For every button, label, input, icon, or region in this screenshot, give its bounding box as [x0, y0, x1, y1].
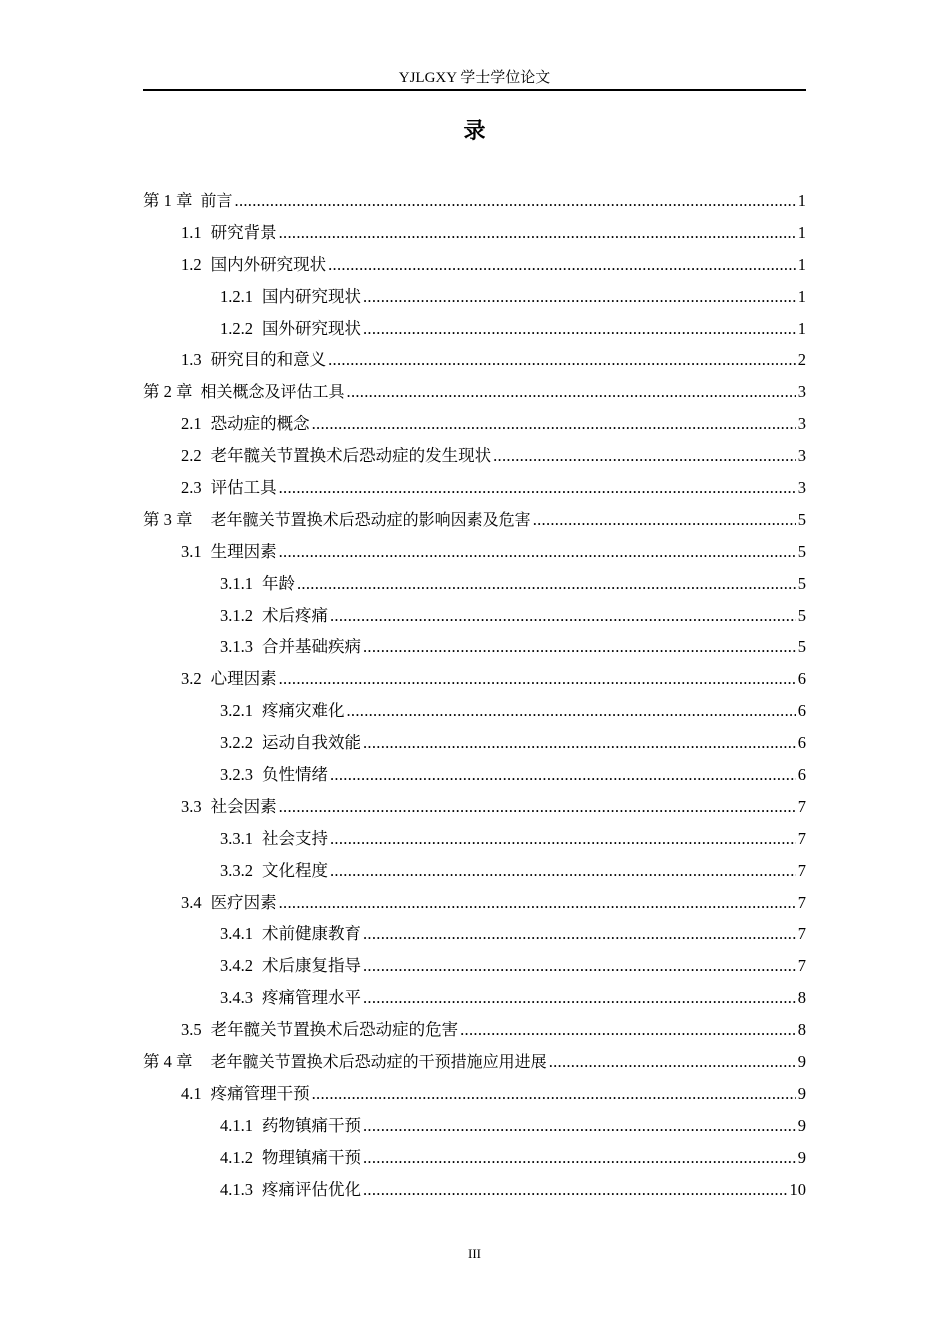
toc-entry-number: 3.3.1	[220, 828, 253, 848]
toc-entry-number: 3.2.3	[220, 765, 253, 785]
toc-entry-title: 合并基础疾病	[262, 637, 361, 657]
toc-entry-title: 研究目的和意义	[210, 350, 327, 370]
toc-entry[interactable]	[143, 950, 806, 982]
toc-entry[interactable]	[143, 918, 806, 950]
toc-entry-page: 7	[797, 860, 806, 880]
toc-entry[interactable]	[143, 536, 806, 568]
toc-dot-leader	[328, 249, 796, 281]
toc-entry-title: 负性情绪	[262, 765, 328, 785]
toc-entry-number: 3.5	[181, 1020, 202, 1040]
toc-entry-page: 1	[797, 191, 806, 210]
toc-entry-title: 疼痛管理水平	[262, 988, 361, 1008]
toc-entry-page: 6	[797, 765, 806, 785]
toc-entry[interactable]	[143, 600, 806, 632]
toc-entry-number: 2.3	[181, 478, 202, 498]
toc-entry-title: 国外研究现状	[262, 318, 361, 338]
toc-entry[interactable]	[143, 344, 806, 376]
toc-entry[interactable]	[143, 823, 806, 855]
header-rule	[143, 89, 806, 91]
toc-entry-number: 1.1	[181, 222, 202, 242]
toc-entry-title: 研究背景	[210, 222, 277, 242]
toc-entry-number: 3.1.2	[220, 605, 253, 625]
toc-entry-number: 3.4.1	[220, 924, 253, 944]
toc-entry-title: 疼痛评估优化	[262, 1179, 361, 1199]
toc-entry-title: 物理镇痛干预	[262, 1147, 361, 1167]
toc-title: 录	[463, 119, 486, 144]
toc-entry-page: 3	[797, 446, 806, 466]
toc-entry[interactable]	[143, 791, 806, 823]
page-number: III	[468, 1246, 481, 1261]
toc-entry-number: 1.2	[181, 254, 202, 274]
toc-entry-title: 术前健康教育	[262, 924, 361, 944]
toc-entry-page: 5	[797, 541, 806, 561]
toc-entry-title: 社会因素	[210, 796, 277, 816]
toc-entry-title: 运动自我效能	[262, 733, 361, 753]
toc-entry-page: 5	[797, 509, 806, 529]
toc-entry[interactable]	[143, 1142, 806, 1174]
toc-entry-title: 年龄	[262, 573, 295, 593]
toc-entry[interactable]	[143, 695, 806, 727]
toc-entry[interactable]	[143, 759, 806, 791]
toc-dot-leader	[235, 185, 796, 217]
toc-entry-title: 社会支持	[262, 828, 328, 848]
toc-entry-number: 第 1 章	[143, 191, 193, 210]
toc-entry[interactable]	[143, 440, 806, 472]
toc-entry[interactable]	[143, 504, 806, 536]
toc-dot-leader	[279, 536, 796, 568]
toc-entry[interactable]	[143, 185, 806, 217]
toc-entry-number: 3.1.1	[220, 573, 253, 593]
toc-dot-leader	[279, 217, 796, 249]
toc-entry-page: 1	[797, 286, 806, 306]
toc-entry-page: 7	[797, 828, 806, 848]
toc-entry[interactable]	[143, 663, 806, 695]
toc-entry[interactable]	[143, 855, 806, 887]
toc-entry[interactable]	[143, 568, 806, 600]
toc-entry-page: 3	[797, 382, 806, 402]
toc-entry-page: 9	[797, 1115, 806, 1135]
toc-dot-leader	[533, 504, 796, 536]
toc-entry-number: 3.4.2	[220, 956, 253, 976]
table-of-contents	[143, 185, 806, 1206]
toc-entry-title: 恐动症的概念	[210, 414, 310, 434]
toc-dot-leader	[493, 440, 796, 472]
toc-dot-leader	[330, 759, 796, 791]
toc-entry-page: 7	[797, 796, 806, 816]
toc-entry-number: 3.3.2	[220, 860, 253, 880]
toc-entry[interactable]	[143, 472, 806, 504]
toc-dot-leader	[279, 663, 796, 695]
toc-entry-number: 3.2	[181, 669, 202, 689]
toc-entry-number: 1.2.2	[220, 318, 253, 338]
toc-dot-leader	[330, 823, 796, 855]
toc-entry[interactable]	[143, 313, 806, 345]
toc-entry-title: 医疗因素	[210, 892, 277, 912]
toc-dot-leader	[279, 887, 796, 919]
toc-entry-title: 文化程度	[262, 860, 328, 880]
toc-dot-leader	[549, 1046, 796, 1078]
toc-entry-page: 5	[797, 605, 806, 625]
toc-entry-number: 4.1.2	[220, 1147, 253, 1167]
toc-entry-number: 第 3 章	[143, 509, 193, 529]
toc-entry-title: 老年髋关节置换术后恐动症的发生现状	[210, 446, 492, 466]
toc-dot-leader	[330, 600, 796, 632]
toc-entry-page: 5	[797, 637, 806, 657]
toc-entry-page: 1	[797, 222, 806, 242]
toc-dot-leader	[279, 791, 796, 823]
toc-dot-leader	[297, 568, 796, 600]
toc-entry[interactable]	[143, 727, 806, 759]
toc-entry-number: 2.1	[181, 414, 202, 434]
toc-dot-leader	[330, 855, 796, 887]
toc-entry-page: 6	[797, 669, 806, 689]
toc-entry-page: 2	[797, 350, 806, 370]
toc-entry-title: 老年髋关节置换术后恐动症的危害	[210, 1020, 459, 1040]
toc-entry[interactable]	[143, 281, 806, 313]
toc-entry-number: 3.2.1	[220, 701, 253, 721]
toc-entry-page: 8	[797, 1020, 806, 1040]
toc-entry-title: 国内研究现状	[262, 286, 361, 306]
toc-entry-number: 第 2 章	[143, 382, 193, 402]
toc-entry-page: 9	[797, 1052, 806, 1072]
toc-entry[interactable]	[143, 1046, 806, 1078]
toc-entry-title: 心理因素	[210, 669, 277, 689]
toc-entry-title: 老年髋关节置换术后恐动症的干预措施应用进展	[200, 1052, 547, 1072]
toc-dot-leader	[328, 344, 796, 376]
toc-entry[interactable]	[143, 1110, 806, 1142]
toc-dot-leader	[363, 1142, 796, 1174]
toc-entry-title: 术后康复指导	[262, 956, 361, 976]
toc-entry-number: 4.1.3	[220, 1179, 253, 1199]
toc-entry-title: 前言	[200, 191, 233, 210]
toc-entry[interactable]	[143, 249, 806, 281]
running-header: YJLGXY 学士学位论文	[398, 70, 551, 86]
toc-entry-page: 3	[797, 414, 806, 434]
toc-dot-leader	[363, 631, 796, 663]
toc-entry-number: 2.2	[181, 446, 202, 466]
toc-entry-number: 1.3	[181, 350, 202, 370]
toc-entry[interactable]	[143, 982, 806, 1014]
toc-entry-page: 10	[789, 1179, 806, 1199]
toc-entry-title: 疼痛灾难化	[262, 701, 345, 721]
toc-dot-leader	[363, 1174, 788, 1206]
toc-entry-page: 6	[797, 733, 806, 753]
toc-dot-leader	[363, 982, 796, 1014]
toc-entry[interactable]	[143, 1174, 806, 1206]
toc-entry-number: 3.2.2	[220, 733, 253, 753]
toc-entry-page: 7	[797, 956, 806, 976]
toc-entry-number: 1.2.1	[220, 286, 253, 306]
toc-entry-number: 第 4 章	[143, 1052, 193, 1072]
toc-entry-number: 3.4.3	[220, 988, 253, 1008]
toc-entry-number: 3.1.3	[220, 637, 253, 657]
toc-entry-page: 9	[797, 1147, 806, 1167]
toc-entry-title: 老年髋关节置换术后恐动症的影响因素及危害	[200, 509, 531, 529]
toc-entry-page: 8	[797, 988, 806, 1008]
toc-dot-leader	[363, 727, 796, 759]
toc-entry-number: 3.4	[181, 892, 202, 912]
toc-entry-page: 3	[797, 478, 806, 498]
toc-entry-number: 3.1	[181, 541, 202, 561]
toc-entry-title: 评估工具	[210, 478, 277, 498]
toc-entry-title: 生理因素	[210, 541, 277, 561]
toc-entry[interactable]	[143, 1078, 806, 1110]
toc-entry-number: 4.1	[181, 1083, 202, 1103]
toc-entry[interactable]	[143, 1014, 806, 1046]
toc-entry[interactable]	[143, 408, 806, 440]
toc-entry[interactable]	[143, 631, 806, 663]
toc-dot-leader	[312, 408, 796, 440]
toc-dot-leader	[347, 695, 796, 727]
toc-dot-leader	[460, 1014, 796, 1046]
toc-entry-title: 药物镇痛干预	[262, 1115, 361, 1135]
toc-entry-page: 1	[797, 254, 806, 274]
toc-entry-title: 疼痛管理干预	[210, 1083, 310, 1103]
toc-entry-title: 国内外研究现状	[210, 254, 327, 274]
toc-dot-leader	[347, 376, 796, 408]
toc-entry-page: 7	[797, 892, 806, 912]
toc-dot-leader	[279, 472, 796, 504]
toc-dot-leader	[363, 950, 796, 982]
toc-entry-page: 7	[797, 924, 806, 944]
toc-entry-number: 3.3	[181, 796, 202, 816]
toc-dot-leader	[312, 1078, 796, 1110]
toc-entry[interactable]	[143, 217, 806, 249]
toc-dot-leader	[363, 1110, 796, 1142]
toc-entry[interactable]	[143, 887, 806, 919]
toc-entry-title: 相关概念及评估工具	[200, 382, 345, 402]
toc-entry-page: 6	[797, 701, 806, 721]
toc-dot-leader	[363, 918, 796, 950]
toc-entry[interactable]	[143, 376, 806, 408]
toc-dot-leader	[363, 281, 796, 313]
toc-entry-title: 术后疼痛	[262, 605, 328, 625]
toc-entry-page: 9	[797, 1083, 806, 1103]
toc-dot-leader	[363, 313, 796, 345]
toc-entry-number: 4.1.1	[220, 1115, 253, 1135]
toc-entry-page: 1	[797, 318, 806, 338]
toc-entry-page: 5	[797, 573, 806, 593]
